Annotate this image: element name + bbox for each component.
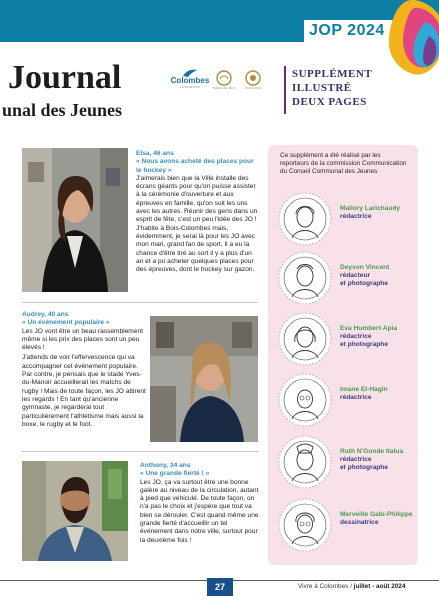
page-number: 27 (207, 578, 233, 596)
article-anthony-body: Les JO, ça va surtout être une bonne galère au niveau de la circulation, autant à pied que véhiculé. De toute façon, on n'a pas le choix et j'espère que tout va bien se dérouler. C'est quand même une grande fierté d'accueillir un tel événement dans notre ville, surtout pour la deuxième fois ! (140, 478, 259, 544)
article-divider (22, 302, 258, 303)
reporter-card (278, 192, 418, 252)
reporter-info (340, 447, 420, 472)
supplement-divider (284, 66, 286, 114)
photo-elsa (22, 148, 128, 292)
stamp-portrait-icon (278, 312, 332, 366)
footer-sep: / (350, 583, 354, 590)
article-anthony (140, 462, 260, 545)
reporter-name: Merveille Gabi-Philippe (340, 511, 413, 518)
article-anthony-quote: « Une grande fierté ! » (140, 470, 210, 478)
reporter-info (340, 385, 420, 402)
footer-magazine: Vivre à Colombes (298, 583, 349, 590)
article-anthony-name: Anthony, 34 ans (140, 462, 191, 469)
reporter-role: rédactrice (340, 456, 372, 463)
footer-credit (298, 582, 438, 592)
jop-badge: JOP 2024 (309, 22, 385, 39)
article-elsa-quote: « Nous avons acheté des places pour le hockey » (136, 158, 254, 174)
reporter-card (278, 435, 418, 495)
article-elsa (136, 150, 258, 274)
reporter-role: rédactrice (340, 333, 372, 340)
article-elsa-body: J'aimerais bien que la Ville installe des écrans géants pour qu'on puisse assister à la cérémonie d'ouverture et aux épreuves en famille, qu'on soit les uns avec les autres. Réunir des gens dans un esprit de fête, c'est un peu l'idée des JO ! J'habite à Bois-Colombes mais, évidemment, je serai là pour les JO avec mon mari, grand fan de sport. Il a eu la chance d'être tiré au sort il y a plus d'un an et a pu acheter quelques places pour des épreuves, dont le hockey sur gazon. (136, 174, 258, 274)
article-audrey-body-1: Les JO vont être un beau rassemblement même si les prix des places sont un peu élevés ! (22, 327, 143, 352)
reporter-role: rédactrice (340, 213, 372, 220)
article-elsa-name: Elsa, 46 ans (136, 150, 174, 157)
stamp-portrait-icon (278, 498, 332, 552)
journal-subtitle: unal des Jeunes (2, 100, 123, 120)
reporter-name: Ruth N'Gonde Italua (340, 448, 404, 455)
paris-2024-label: PARIS 2024 (244, 86, 262, 90)
terre-de-jeux-label: TERRE DE JEUX (212, 86, 236, 90)
stamp-portrait-icon (278, 251, 332, 305)
article-audrey-body-2: J'attends de voir l'effervescence qui va accompagner cet événement populaire. Par contre, je pensais que le stade Yves-du-Manoir accueillerait les matchs de rugby ! Mais de toute façon, les JO attirent les regards ! En tant qu'ancienne gymnaste, je regarderai tout particulièrement l'athlétisme mais aussi la boxe, le rugby et le foot. (22, 354, 146, 428)
stamp-portrait-icon (278, 373, 332, 427)
colombes-bird-icon (182, 68, 198, 78)
reporter-name: Eva Humbert-Apia (340, 325, 398, 332)
reporter-name: Deyvon Vincent (340, 264, 390, 271)
reporter-role: rédacteur (340, 272, 371, 279)
supplement-line-3: DEUX PAGES (292, 96, 367, 108)
article-audrey-quote: « Un événement populaire » (22, 319, 110, 327)
stamp-portrait-icon (278, 435, 332, 489)
supplement-block (292, 67, 422, 109)
reporter-role: et photographe (340, 341, 388, 348)
stamp-portrait-icon (278, 192, 332, 246)
colombes-logo-tagline: LA VILLE D'ICI (180, 85, 200, 89)
reporter-card (278, 498, 418, 558)
reporter-role: et photographe (340, 464, 388, 471)
reporters-intro: Ce supplément a été réalisé par les reporteurs de la commission Communication du Conseil Communal des Jeunes (280, 152, 407, 175)
photo-audrey (150, 316, 258, 442)
reporter-info (340, 204, 420, 221)
colombes-logo-name: Colombes (170, 76, 210, 85)
journal-title: Journal (8, 59, 122, 96)
reporter-name: Mallory Larichaudy (340, 205, 401, 212)
reporter-card (278, 373, 418, 433)
reporter-role: rédactrice (340, 394, 372, 401)
photo-anthony (22, 461, 128, 561)
reporter-info (340, 263, 420, 288)
supplement-line-1: SUPPLÉMENT (292, 68, 373, 80)
colombes-logo (170, 68, 210, 90)
reporter-card (278, 312, 418, 372)
reporter-role: dessinatrice (340, 519, 379, 526)
reporter-name: Imane El-Hagin (340, 386, 388, 393)
footer-issue: juillet - août 2024 (353, 583, 406, 590)
reporter-info (340, 510, 420, 527)
article-divider (22, 451, 258, 452)
reporter-info (340, 324, 420, 349)
article-audrey-name: Audrey, 40 ans (22, 311, 69, 318)
supplement-line-2: ILLUSTRÉ (292, 82, 352, 94)
article-audrey (22, 311, 146, 429)
reporter-card (278, 251, 418, 311)
reporter-role: et photographe (340, 280, 388, 287)
